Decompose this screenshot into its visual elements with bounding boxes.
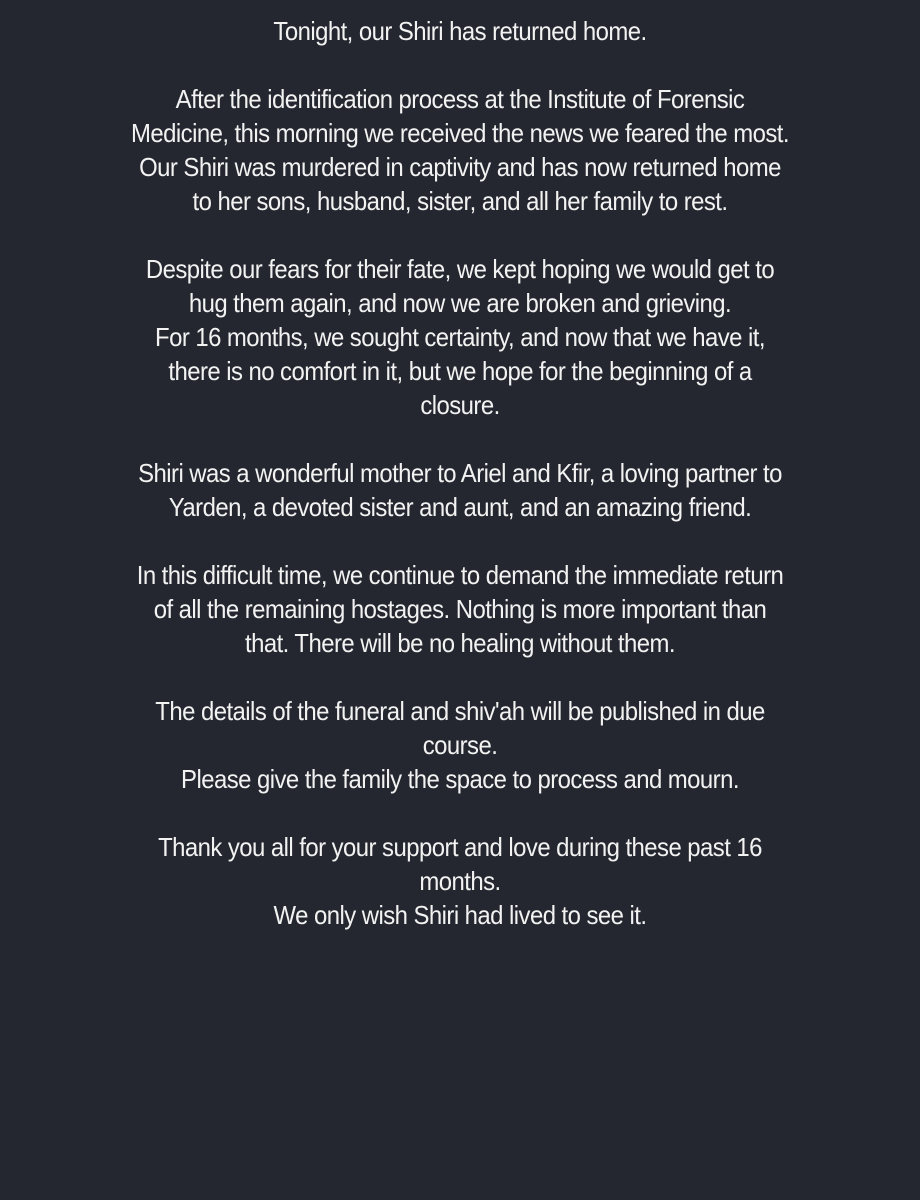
text-line: there is no comfort in it, but we hope for the beginning of a <box>168 356 752 386</box>
text-line: We only wish Shiri had lived to see it. <box>273 900 647 930</box>
paragraph-identification <box>37 82 883 218</box>
paragraph-funeral-details <box>37 694 883 796</box>
text-line: Despite our fears for their fate, we kept hoping we would get to <box>145 254 775 284</box>
text-line: course. <box>422 730 498 760</box>
text-line: The details of the funeral and shiv'ah will be published in due <box>155 696 765 726</box>
text-line: Shiri was a wonderful mother to Ariel and Kfir, a loving partner to <box>138 458 782 488</box>
text-line: Tonight, our Shiri has returned home. <box>273 16 647 46</box>
text-line: After the identification process at the Institute of Forensic <box>175 84 745 114</box>
text-line: In this difficult time, we continue to demand the immediate return <box>136 560 784 590</box>
text-line: to her sons, husband, sister, and all her family to rest. <box>192 186 728 216</box>
paragraph-fears-and-hope <box>37 252 883 422</box>
text-line: that. There will be no healing without them. <box>244 628 676 658</box>
text-line: For 16 months, we sought certainty, and now that we have it, <box>155 322 765 352</box>
paragraph-thanks <box>37 830 883 932</box>
paragraph-returned-home <box>37 14 883 48</box>
text-line: hug them again, and now we are broken and grieving. <box>188 288 732 318</box>
text-line: of all the remaining hostages. Nothing is more important than <box>153 594 767 624</box>
text-line: Thank you all for your support and love during these past 16 <box>158 832 762 862</box>
text-line: Please give the family the space to process and mourn. <box>181 764 739 794</box>
text-line: Yarden, a devoted sister and aunt, and an amazing friend. <box>168 492 752 522</box>
text-line: Our Shiri was murdered in captivity and has now returned home <box>139 152 781 182</box>
text-line: closure. <box>420 390 500 420</box>
paragraph-tribute <box>37 456 883 524</box>
text-line: Medicine, this morning we received the news we feared the most. <box>131 118 789 148</box>
text-line: months. <box>419 866 501 896</box>
paragraph-hostages-demand <box>37 558 883 660</box>
statement-text <box>37 0 883 1200</box>
